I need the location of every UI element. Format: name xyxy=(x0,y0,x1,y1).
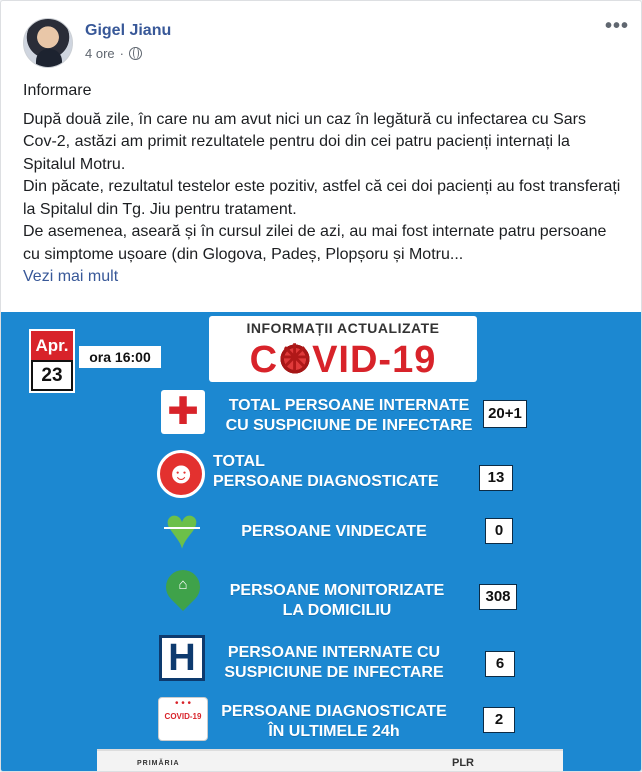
hospital-icon xyxy=(159,635,205,681)
virus-icon xyxy=(278,342,312,376)
value-vindecate: 0 xyxy=(485,518,513,544)
post-text xyxy=(23,80,623,289)
update-time: ora 16:00 xyxy=(79,346,161,368)
sponsor-strip xyxy=(97,749,563,772)
label-monitorizate: PERSOANE MONITORIZATE LA DOMICILIU xyxy=(229,582,445,619)
covid-banner xyxy=(209,316,477,382)
value-total-internate: 20+1 xyxy=(483,400,527,428)
label-internate-suspiciune: PERSOANE INTERNATE CU SUSPICIUNE DE INFECTARE xyxy=(224,644,444,681)
covid-infographic[interactable] xyxy=(1,312,642,772)
post-heading: Informare xyxy=(23,82,92,99)
label-vindecate: PERSOANE VINDECATE xyxy=(241,523,427,540)
date-day: 23 xyxy=(33,362,71,389)
value-total-diagnosticate: 13 xyxy=(479,465,513,491)
ellipsis-icon[interactable]: ••• xyxy=(604,15,629,37)
date-month: Apr. xyxy=(31,331,73,360)
value-internate-suspiciune: 6 xyxy=(485,651,515,677)
post-meta: 4 ore · xyxy=(85,46,142,61)
footer-right-text: PLR xyxy=(452,757,474,769)
date-badge xyxy=(29,329,75,393)
home-pin-icon: ⌂ xyxy=(166,570,200,620)
see-more-link[interactable]: Vezi mai mult xyxy=(23,268,119,285)
value-monitorizate: 308 xyxy=(479,584,517,610)
banner-title: C✳ VID-19 xyxy=(209,339,477,381)
avatar[interactable] xyxy=(23,18,73,68)
label-diagnosticate-24h: PERSOANE DIAGNOSTICATE ÎN ULTIMELE 24h xyxy=(221,703,447,740)
label-total-internate: TOTAL PERSOANE INTERNATE CU SUSPICIUNE DE INFECTARE xyxy=(225,397,473,434)
post-body: După două zile, în care nu am avut nici un caz în legătură cu infectarea cu Sars Cov-2, astăzi am primit rezultatele pentru doi din cei patru pacienți internați la Spitalul Motru. Din păcate, rezultatul testelor este pozitiv, astfel că cei doi pacienți au fost transferați la Spitalul din Tg. Jiu pentru tratament. De asemenea, aseară și în cursul zilei de azi, au mai fost internate patru persoane cu simptome ușoare (din Glogova, Padeș, Plopșoru și Motru... xyxy=(23,110,621,263)
label-total-diagnosticate: TOTAL PERSOANE DIAGNOSTICATE xyxy=(213,453,439,490)
globe-icon[interactable] xyxy=(129,47,142,60)
banner-subtitle: INFORMAȚII ACTUALIZATE xyxy=(246,320,440,336)
diagnosed-person-icon xyxy=(157,450,205,498)
post-time[interactable]: 4 ore xyxy=(85,46,115,61)
medical-cross-icon xyxy=(161,390,205,434)
author-name[interactable]: Gigel Jianu xyxy=(85,22,172,39)
heart-pulse-icon xyxy=(154,507,210,553)
value-diagnosticate-24h: 2 xyxy=(483,707,515,733)
covid-badge-icon: • • • COVID-19 xyxy=(158,697,208,741)
footer-left-text: PRIMĂRIA xyxy=(137,760,180,767)
